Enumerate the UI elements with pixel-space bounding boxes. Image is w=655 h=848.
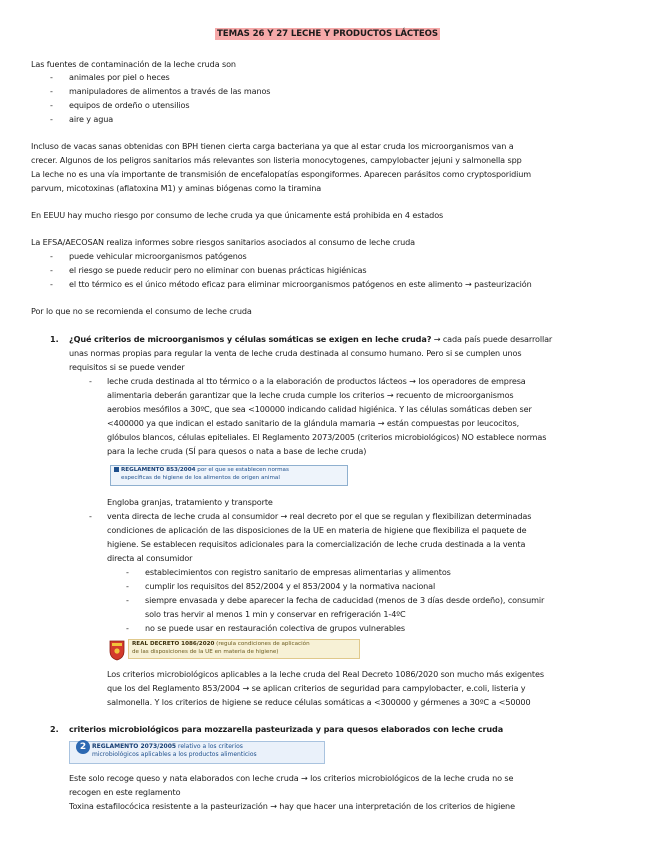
document-icon bbox=[114, 467, 119, 472]
section-heading: criterios microbiológicos para mozzarella pasteurizada y para quesos elaborados con leche cruda bbox=[69, 724, 504, 734]
list-item: animales por piel o heces bbox=[69, 72, 170, 82]
list-item: cumplir los requisitos del 852/2004 y el 853/2004 y la normativa nacional bbox=[145, 581, 436, 591]
bullet-dash: - bbox=[50, 251, 53, 261]
spain-coat-of-arms-icon bbox=[107, 638, 127, 662]
paragraph-line: La leche no es una vía importante de transmisión de encefalopatías espongiformes. Aparecen parásitos como cryptosporidium bbox=[31, 169, 532, 179]
bullet-dash: - bbox=[50, 86, 53, 96]
regulation-badge-2073: REGLAMENTO 2073/2005 relativo a los criterios microbiológicos aplicables a los productos alimenticios bbox=[69, 741, 325, 764]
list-item: manipuladores de alimentos a través de las manos bbox=[69, 86, 271, 96]
list-item: no se puede usar en restauración colectiva de grupos vulnerables bbox=[145, 623, 405, 633]
page-title: TEMAS 26 Y 27 LECHE Y PRODUCTOS LÁCTEOS bbox=[217, 29, 438, 39]
list-item: solo tras hervir al menos 1 min y conservar en refrigeración 1-4ºC bbox=[145, 609, 406, 619]
contamination-intro: Las fuentes de contaminación de la leche cruda son bbox=[31, 59, 236, 69]
section-number: 1. bbox=[50, 334, 59, 344]
paragraph-line: glóbulos blancos, células epiteliales. El Reglamento 2073/2005 (criterios microbiológicos) NO establece normas bbox=[107, 432, 547, 442]
paragraph-line: En EEUU hay mucho riesgo por consumo de leche cruda ya que únicamente está prohibida en 4 estados bbox=[31, 210, 444, 220]
efsa-intro: La EFSA/AECOSAN realiza informes sobre riesgos sanitarios asociados al consumo de leche cruda bbox=[31, 237, 416, 247]
regulation-badge-rd-1086: REAL DECRETO 1086/2020 (regula condiciones de aplicación de las disposiciones de la UE en materia de higiene) bbox=[128, 639, 360, 659]
list-item: siempre envasada y debe aparecer la fecha de caducidad (menos de 3 días desde ordeño), consumir bbox=[145, 595, 545, 605]
bullet-dash: - bbox=[126, 623, 129, 633]
paragraph-line: higiene. Se establecen requisitos adicionales para la comercialización de leche cruda destinada a la venta bbox=[107, 539, 526, 549]
paragraph-line: Por lo que no se recomienda el consumo de leche cruda bbox=[31, 306, 252, 316]
section-number: 2. bbox=[50, 724, 59, 734]
bullet-dash: - bbox=[50, 100, 53, 110]
paragraph-line: Engloba granjas, tratamiento y transporte bbox=[107, 497, 273, 507]
paragraph-line: aerobios mesófilos a 30ºC, que sea <100000 indicando calidad higiénica. Y las células somáticas deben ser bbox=[107, 404, 532, 414]
paragraph-line: Los criterios microbiológicos aplicables a la leche cruda del Real Decreto 1086/2020 son mucho más exigentes bbox=[107, 669, 544, 679]
bullet-dash: - bbox=[89, 376, 92, 386]
paragraph-line: recogen en este reglamento bbox=[69, 787, 181, 797]
bullet-dash: - bbox=[126, 567, 129, 577]
list-item: aire y agua bbox=[69, 114, 114, 124]
bullet-dash: - bbox=[50, 72, 53, 82]
list-item: establecimientos con registro sanitario de empresas alimentarias y alimentos bbox=[145, 567, 451, 577]
paragraph-line: condiciones de aplicación de las disposiciones de la UE en materia de higiene que flexibiliza el paquete de bbox=[107, 525, 527, 535]
list-item: equipos de ordeño o utensilios bbox=[69, 100, 190, 110]
paragraph-line: alimentaria deberán garantizar que la leche cruda cumple los criterios → recuento de microorganismos bbox=[107, 390, 514, 400]
bullet-dash: - bbox=[50, 114, 53, 124]
paragraph-line: directa al consumidor bbox=[107, 553, 193, 563]
regulation-badge-853: REGLAMENTO 853/2004 por el que se establecen normas específicas de higiene de los alimentos de origen animal bbox=[110, 465, 348, 486]
paragraph-line: leche cruda destinada al tto térmico o a la elaboración de productos lácteos → los operadores de empresa bbox=[107, 376, 526, 386]
paragraph-line: unas normas propias para regular la venta de leche cruda destinada al consumo humano. Pero si se cumplen unos bbox=[69, 348, 522, 358]
bullet-dash: - bbox=[126, 595, 129, 605]
bullet-dash: - bbox=[126, 581, 129, 591]
list-item: puede vehicular microorganismos patógenos bbox=[69, 251, 247, 261]
number-badge-icon: 2 bbox=[76, 740, 90, 754]
bullet-dash: - bbox=[50, 279, 53, 289]
paragraph-line: crecer. Algunos de los peligros sanitarios más relevantes son listeria monocytogenes, campylobacter jejuni y salmonella spp bbox=[31, 155, 522, 165]
paragraph-line: <400000 ya que indican el estado sanitario de la glándula mamaria → están compuestas por leucocitos, bbox=[107, 418, 520, 428]
paragraph-line: Incluso de vacas sanas obtenidas con BPH tienen cierta carga bacteriana ya que al estar cruda los microorganismos van a bbox=[31, 141, 514, 151]
paragraph-line: parvum, micotoxinas (aflatoxina M1) y aminas biógenas como la tiramina bbox=[31, 183, 322, 193]
section-heading: ¿Qué criterios de microorganismos y células somáticas se exigen en leche cruda? → cada país puede desarrollar bbox=[69, 334, 553, 344]
bullet-dash: - bbox=[89, 511, 92, 521]
paragraph-line: que los del Reglamento 853/2004 → se aplican criterios de seguridad para campylobacter, e.coli, listeria y bbox=[107, 683, 526, 693]
list-item: el riesgo se puede reducir pero no eliminar con buenas prácticas higiénicas bbox=[69, 265, 367, 275]
list-item: el tto térmico es el único método eficaz para eliminar microorganismos patógenos en este alimento → pasteurización bbox=[69, 279, 532, 289]
paragraph-line: venta directa de leche cruda al consumidor → real decreto por el que se regulan y flexibilizan determinadas bbox=[107, 511, 532, 521]
paragraph-line: Este solo recoge queso y nata elaborados con leche cruda → los criterios microbiológicos de la leche cruda no se bbox=[69, 773, 514, 783]
paragraph-line: Toxina estafilocócica resistente a la pasteurización → hay que hacer una interpretación de los criterios de higiene bbox=[69, 801, 515, 811]
paragraph-line: requisitos si se puede vender bbox=[69, 362, 185, 372]
bullet-dash: - bbox=[50, 265, 53, 275]
paragraph-line: salmonella. Y los criterios de higiene se reduce células somáticas a <300000 y gérmenes a 30ºC a <50000 bbox=[107, 697, 531, 707]
paragraph-line: para la leche cruda (SÍ para quesos o nata a base de leche cruda) bbox=[107, 446, 367, 456]
